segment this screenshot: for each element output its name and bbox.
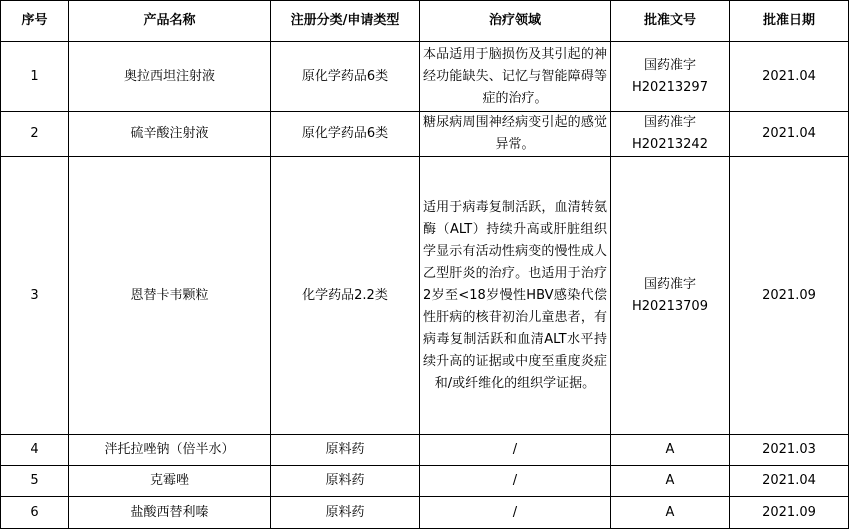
cell-serial-no: 4 [1, 435, 69, 466]
table-row [1, 466, 849, 497]
cell-category: 原化学药品6类 [271, 112, 420, 157]
cell-category: 原化学药品6类 [271, 42, 420, 112]
header-approval-number: 批准文号 [611, 1, 730, 42]
cell-serial-no: 2 [1, 112, 69, 157]
cell-product-name: 奥拉西坦注射液 [69, 42, 271, 112]
cell-approval-date: 2021.04 [730, 466, 849, 497]
cell-approval-date: 2021.04 [730, 42, 849, 112]
header-approval-date: 批准日期 [730, 1, 849, 42]
cell-approval-number: 国药准字 H20213709 [611, 157, 730, 435]
cell-approval-date: 2021.03 [730, 435, 849, 466]
header-registration-category: 注册分类/申请类型 [271, 1, 420, 42]
cell-approval-number: A [611, 497, 730, 529]
table-row [1, 435, 849, 466]
cell-indication: 本品适用于脑损伤及其引起的神经功能缺失、记忆与智能障碍等症的治疗。 [420, 42, 611, 112]
header-product-name: 产品名称 [69, 1, 271, 42]
cell-serial-no: 5 [1, 466, 69, 497]
cell-indication: / [420, 497, 611, 529]
cell-indication: / [420, 466, 611, 497]
cell-category: 原料药 [271, 435, 420, 466]
table-row [1, 112, 849, 157]
cell-approval-number: 国药准字 H20213297 [611, 42, 730, 112]
cell-serial-no: 6 [1, 497, 69, 529]
cell-approval-number: 国药准字 H20213242 [611, 112, 730, 157]
cell-product-name: 克霉唑 [69, 466, 271, 497]
table-row [1, 497, 849, 529]
table-row [1, 157, 849, 435]
cell-serial-no: 1 [1, 42, 69, 112]
header-treatment-area: 治疗领域 [420, 1, 611, 42]
cell-indication: 适用于病毒复制活跃，血清转氨酶（ALT）持续升高或肝脏组织学显示有活动性病变的慢性成人乙型肝炎的治疗。也适用于治疗2岁至<18岁慢性HBV感染代偿性肝病的核苷初治儿童患者，有病毒复制活跃和血清ALT水平持续升高的证据或中度至重度炎症和/或纤维化的组织学证据。 [420, 157, 611, 435]
cell-approval-number: A [611, 435, 730, 466]
cell-approval-number: A [611, 466, 730, 497]
cell-category: 原料药 [271, 497, 420, 529]
header-serial-no: 序号 [1, 1, 69, 42]
cell-product-name: 硫辛酸注射液 [69, 112, 271, 157]
header-row [1, 1, 849, 42]
cell-product-name: 泮托拉唑钠（倍半水） [69, 435, 271, 466]
cell-approval-date: 2021.04 [730, 112, 849, 157]
cell-indication: / [420, 435, 611, 466]
cell-indication: 糖尿病周围神经病变引起的感觉异常。 [420, 112, 611, 157]
cell-approval-date: 2021.09 [730, 497, 849, 529]
cell-category: 化学药品2.2类 [271, 157, 420, 435]
cell-product-name: 盐酸西替利嗪 [69, 497, 271, 529]
cell-product-name: 恩替卡韦颗粒 [69, 157, 271, 435]
cell-serial-no: 3 [1, 157, 69, 435]
cell-approval-date: 2021.09 [730, 157, 849, 435]
cell-category: 原料药 [271, 466, 420, 497]
table-row [1, 42, 849, 112]
